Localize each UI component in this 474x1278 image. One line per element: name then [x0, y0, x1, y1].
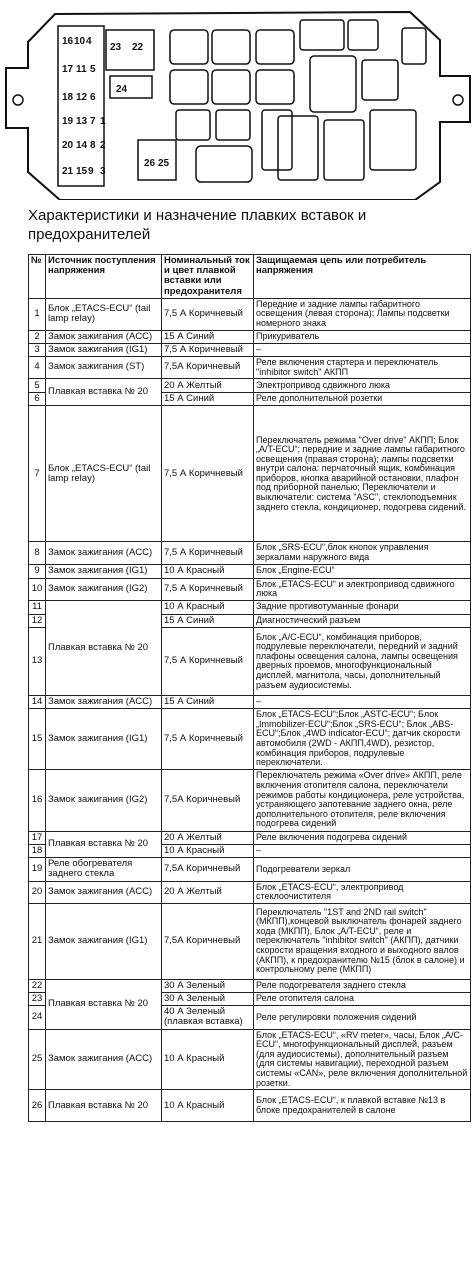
- fuse-specification-table: [28, 254, 471, 1122]
- rating-cell: 20 А Желтый: [162, 831, 254, 844]
- fuse-number-cell: 4: [29, 357, 46, 379]
- table-row: [29, 1090, 471, 1122]
- fuse-number-cell: 17: [29, 831, 46, 844]
- rating-cell: 20 А Желтый: [162, 881, 254, 903]
- rating-cell: 7,5 А Коричневый: [162, 298, 254, 330]
- circuit-cell: Реле включения подогрева сидений: [254, 831, 471, 844]
- fuse-number-cell: 16: [29, 769, 46, 831]
- heading-line-1: Характеристики и назначение плавких вставок и: [28, 207, 367, 224]
- source-cell: Замок зажигания (ACC): [46, 1029, 162, 1090]
- source-cell: Замок зажигания (IG1): [46, 709, 162, 770]
- rating-cell: 10 А Красный: [162, 844, 254, 857]
- source-cell: Плавкая вставка № 20: [46, 979, 162, 1029]
- table-row: [29, 903, 471, 979]
- fuse-number-cell: 8: [29, 542, 46, 564]
- rating-cell: 7,5А Коричневый: [162, 769, 254, 831]
- fuse-number-cell: 7: [29, 406, 46, 542]
- fuse-label-19: 19: [62, 116, 74, 127]
- rating-cell: 7,5 А Коричневый: [162, 627, 254, 695]
- fuse-number-cell: 12: [29, 614, 46, 627]
- circuit-cell: Переключатель "1ST and 2ND rail switch" (МКПП),концевой выключатель фонарей заднего хода (МКПП), Блок „A/T-ECU“, реле и переключатель "inhibitor switch" (АКПП), датчики скорости вращения входного и выходного валов (АКПП), к предохранителю №15 (блок в салоне) и контрольному реле (МКПП): [254, 903, 471, 979]
- fuse-number-cell: 19: [29, 858, 46, 881]
- fuse-label-22: 22: [132, 42, 144, 53]
- fuse-label-23: 23: [110, 42, 122, 53]
- fuse-label-20: 20: [62, 140, 74, 151]
- rating-cell: 7,5 А Коричневый: [162, 542, 254, 564]
- fuse-number-cell: 3: [29, 343, 46, 356]
- source-cell: Замок зажигания (IG1): [46, 903, 162, 979]
- fuse-number-cell: 10: [29, 578, 46, 600]
- circuit-cell: Переключатель режима "Over drive" АКПП; Блок „A/T-ECU“; передние и задние лампы габаритного освещения (правая сторона); лампы подсветки внутри салона: перчаточный ящик, комбинация приборов, кнопка аварийной остановки, плафон под приборной панелью; Переключатели и выключатели: система "ASC", стеклоподъемник заднего стекла, кондиционер, подогрева сидений.: [254, 406, 471, 542]
- fuse-number-cell: 23: [29, 992, 46, 1005]
- table-row: [29, 600, 471, 614]
- fuse-label-12: 12: [76, 92, 88, 103]
- fuse-box-diagram: [0, 0, 474, 200]
- fuse-label-21: 21: [62, 166, 74, 177]
- rating-cell: 10 А Красный: [162, 600, 254, 614]
- table-row: [29, 542, 471, 564]
- circuit-cell: Блок „SRS-ECU“,блок кнопок управления зеркалами наружного вида: [254, 542, 471, 564]
- fuse-number-cell: 22: [29, 979, 46, 992]
- table-row: [29, 858, 471, 881]
- fuse-number-cell: 18: [29, 844, 46, 857]
- rating-cell: 7,5 А Коричневый: [162, 343, 254, 356]
- source-cell: Блок „ETACS-ECU“ (tail lamp relay): [46, 406, 162, 542]
- circuit-cell: –: [254, 343, 471, 356]
- circuit-cell: Реле дополнительной розетки: [254, 393, 471, 406]
- table-row: [29, 564, 471, 578]
- source-cell: Замок зажигания (ACC): [46, 881, 162, 903]
- fuse-number-cell: 1: [29, 298, 46, 330]
- fuse-label-6: 6: [90, 92, 96, 103]
- fuse-label-10: 10: [74, 36, 86, 47]
- fuse-number-cell: 26: [29, 1090, 46, 1122]
- circuit-cell: Реле включения стартера и переключатель "inhibitor switch" АКПП: [254, 357, 471, 379]
- rating-cell: 15 А Синий: [162, 330, 254, 343]
- table-row: [29, 578, 471, 600]
- fuse-number-cell: 11: [29, 600, 46, 614]
- fuse-number-cell: 14: [29, 695, 46, 708]
- table-row: [29, 881, 471, 903]
- table-row: [29, 979, 471, 992]
- fuse-number-cell: 9: [29, 564, 46, 578]
- rating-cell: 7,5А Коричневый: [162, 858, 254, 881]
- circuit-cell: Реле регулировки положения сидений: [254, 1006, 471, 1029]
- fuse-label-3: 3: [100, 166, 106, 177]
- table-row: [29, 831, 471, 844]
- rating-cell: 15 А Синий: [162, 695, 254, 708]
- circuit-cell: –: [254, 695, 471, 708]
- table-row: [29, 769, 471, 831]
- header-circuit: Защищаемая цепь или потребитель напряжения: [254, 255, 471, 299]
- circuit-cell: Задние противотуманные фонари: [254, 600, 471, 614]
- rating-cell: 15 А Синий: [162, 393, 254, 406]
- fuse-number-cell: 21: [29, 903, 46, 979]
- rating-cell: 7,5 А Коричневый: [162, 709, 254, 770]
- circuit-cell: Переключатель режима «Over drive» АКПП, реле включения отопителя салона, переключатели режимов работы кондиционера, реле устройства, устраняющего запотевание заднего окна, реле дополнительного отопителя, реле включения подогрева сидений: [254, 769, 471, 831]
- circuit-cell: Электропривод сдвижного люка: [254, 379, 471, 393]
- section-heading: [28, 206, 468, 244]
- table-row: [29, 695, 471, 708]
- rating-cell: 30 А Зеленый: [162, 992, 254, 1005]
- circuit-cell: Прикуриватель: [254, 330, 471, 343]
- source-cell: Замок зажигания (ACC): [46, 542, 162, 564]
- circuit-cell: Диагностический разъем: [254, 614, 471, 627]
- circuit-cell: Блок „ETACS-ECU“;Блок „ASTC-ECU“; Блок „Immobilizer-ECU“;Блок „SRS-ECU“; Блок „ABS-ECU“;Блок „4WD indicator-ECU“; датчик скорости автомобиля (2WD - АКПП,4WD), резистор, комбинация приборов, подрулевые переключатели.: [254, 709, 471, 770]
- fuse-number-cell: 20: [29, 881, 46, 903]
- fuse-label-1: 1: [100, 116, 106, 127]
- heading-line-2: предохранителей: [28, 226, 151, 243]
- rating-cell: 30 А Зеленый: [162, 979, 254, 992]
- source-cell: Замок зажигания (IG2): [46, 578, 162, 600]
- table-row: [29, 709, 471, 770]
- table-header-row: [29, 255, 471, 299]
- fuse-number-cell: 6: [29, 393, 46, 406]
- header-number: №: [29, 255, 46, 299]
- source-cell: Плавкая вставка № 20: [46, 831, 162, 857]
- circuit-cell: Блок „ETACS-ECU“, «RV meter», часы, Блок „A/C-ECU“, многофункциональный дисплей, разъем (для аудиосистемы), дополнительный разъем (для системы навигации), переходной разъем системы «CAN», реле включения дополнительной розетки.: [254, 1029, 471, 1090]
- fuse-label-5: 5: [90, 64, 96, 75]
- fuse-number-cell: 13: [29, 627, 46, 695]
- fuse-label-18: 18: [62, 92, 74, 103]
- circuit-cell: Реле отопителя салона: [254, 992, 471, 1005]
- fuse-label-25: 25: [158, 158, 170, 169]
- fuse-label-16: 16: [62, 36, 74, 47]
- source-cell: Плавкая вставка № 20: [46, 379, 162, 406]
- fuse-number-cell: 2: [29, 330, 46, 343]
- fuse-label-4: 4: [86, 36, 92, 47]
- header-rating: Номинальный ток и цвет плавкой вставки или предохранителя: [162, 255, 254, 299]
- fuse-label-26: 26: [144, 158, 156, 169]
- rating-cell: 7,5 А Коричневый: [162, 578, 254, 600]
- fuse-label-9: 9: [88, 166, 94, 177]
- fuse-label-8: 8: [90, 140, 96, 151]
- circuit-cell: Блок „ETACS-ECU“, электропривод стеклоочистителя: [254, 881, 471, 903]
- source-cell: Блок „ETACS-ECU“ (tail lamp relay): [46, 298, 162, 330]
- circuit-cell: Подогреватели зеркал: [254, 858, 471, 881]
- circuit-cell: Реле подогревателя заднего стекла: [254, 979, 471, 992]
- table-row: [29, 330, 471, 343]
- fuse-label-13: 13: [76, 116, 88, 127]
- source-cell: Плавкая вставка № 20: [46, 600, 162, 695]
- fuse-label-17: 17: [62, 64, 74, 75]
- rating-cell: 40 А Зеленый (плавкая вставка): [162, 1006, 254, 1029]
- fuse-label-7: 7: [90, 116, 96, 127]
- fuse-label-11: 11: [76, 64, 87, 75]
- fuse-number-cell: 25: [29, 1029, 46, 1090]
- circuit-cell: Блок „A/C-ECU“, комбинация приборов, подрулевые переключатели, передний и задний плафоны освещения салона, лампы освещения дверных проемов, многофункциональный дисплей, магнитола, часы, дополнительный разъем аудиосистемы.: [254, 627, 471, 695]
- source-cell: Замок зажигания (ACC): [46, 695, 162, 708]
- rating-cell: 10 А Красный: [162, 1029, 254, 1090]
- header-source: Источник поступления напряжения: [46, 255, 162, 299]
- source-cell: Замок зажигания (ACC): [46, 330, 162, 343]
- rating-cell: 7,5А Коричневый: [162, 357, 254, 379]
- fuse-number-cell: 5: [29, 379, 46, 393]
- rating-cell: 7,5А Коричневый: [162, 903, 254, 979]
- fuse-label-2: 2: [100, 140, 106, 151]
- source-cell: Замок зажигания (ST): [46, 357, 162, 379]
- fuse-number-cell: 15: [29, 709, 46, 770]
- fuse-label-15: 15: [76, 166, 88, 177]
- source-cell: Плавкая вставка № 20: [46, 1090, 162, 1122]
- circuit-cell: Блок „ETACS-ECU“, к плавкой вставке №13 в блоке предохранителей в салоне: [254, 1090, 471, 1122]
- fuse-number-cell: 24: [29, 1006, 46, 1029]
- table-row: [29, 343, 471, 356]
- fuse-label-24: 24: [116, 84, 128, 95]
- table-row: [29, 357, 471, 379]
- source-cell: Замок зажигания (IG1): [46, 343, 162, 356]
- rating-cell: 15 А Синий: [162, 614, 254, 627]
- circuit-cell: Передние и задние лампы габаритного освещения (левая сторона); Лампы подсветки номерного знака: [254, 298, 471, 330]
- table-row: [29, 406, 471, 542]
- circuit-cell: Блок „Engine-ECU“: [254, 564, 471, 578]
- source-cell: Замок зажигания (IG1): [46, 564, 162, 578]
- circuit-cell: Блок „ETACS-ECU“ и электропривод сдвижного люка: [254, 578, 471, 600]
- table-row: [29, 298, 471, 330]
- rating-cell: 10 А Красный: [162, 564, 254, 578]
- table-row: [29, 1029, 471, 1090]
- circuit-cell: –: [254, 844, 471, 857]
- table-row: [29, 379, 471, 393]
- source-cell: Реле обогревателя заднего стекла: [46, 858, 162, 881]
- rating-cell: 7,5 А Коричневый: [162, 406, 254, 542]
- rating-cell: 10 А Красный: [162, 1090, 254, 1122]
- source-cell: Замок зажигания (IG2): [46, 769, 162, 831]
- rating-cell: 20 А Желтый: [162, 379, 254, 393]
- fuse-label-14: 14: [76, 140, 88, 151]
